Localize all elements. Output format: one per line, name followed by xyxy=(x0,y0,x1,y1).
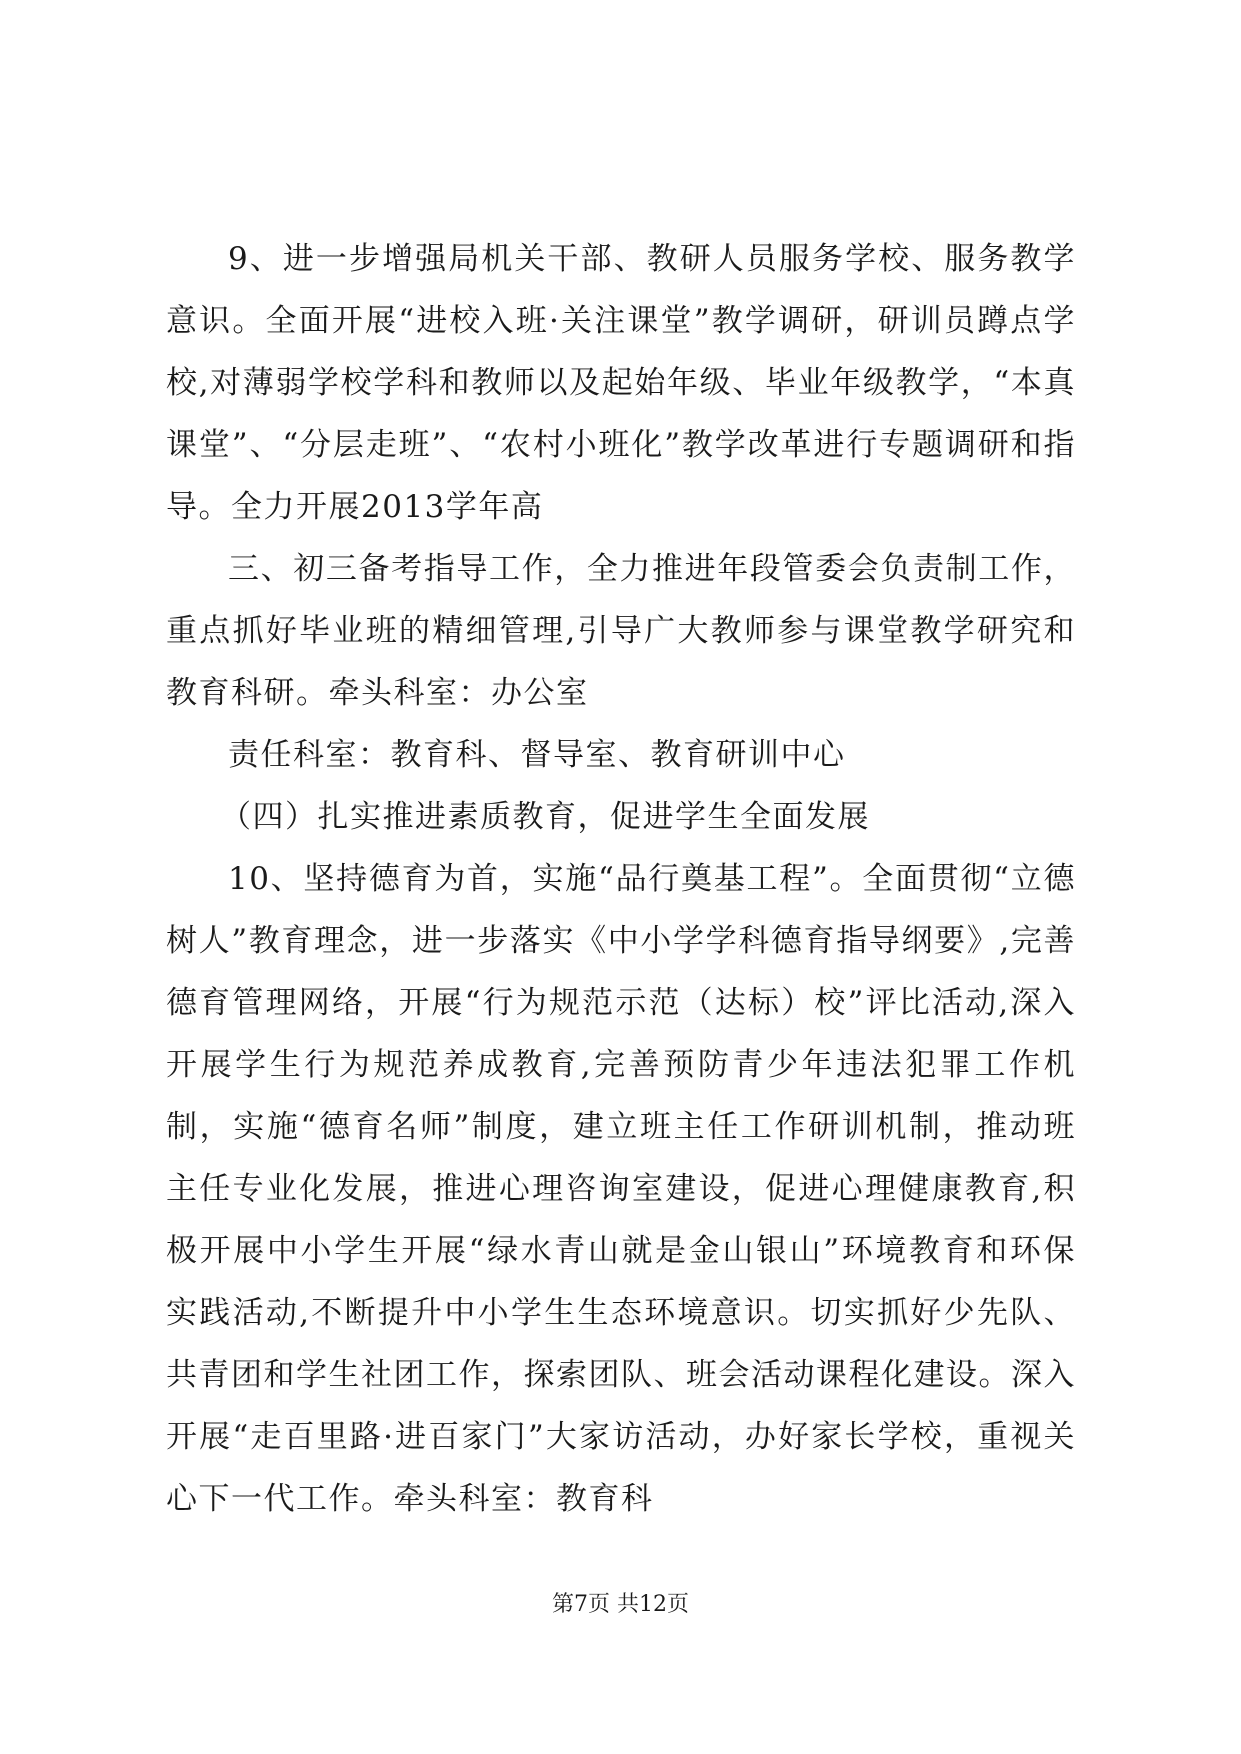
paragraph-item-10: 10、坚持德育为首，实施“品行奠基工程”。全面贯彻“立德树人”教育理念，进一步落实《中小学学科德育指导纲要》,完善德育管理网络，开展“行为规范示范（达标）校”评比活动,深入开展学生行为规范养成教育,完善预防青少年违法犯罪工作机制，实施“德育名师”制度，建立班主任工作研训机制，推动班主任专业化发展，推进心理咨询室建设，促进心理健康教育,积极开展中小学生开展“绿水青山就是金山银山”环境教育和环保实践活动,不断提升中小学生生态环境意识。切实抓好少先队、共青团和学生社团工作，探索团队、班会活动课程化建设。深入开展“走百里路·进百家门”大家访活动，办好家长学校，重视关心下一代工作。牵头科室：教育科 xyxy=(166,861,1076,1517)
section-heading-4: （四）扎实推进素质教育，促进学生全面发展 xyxy=(220,799,870,835)
paragraph-item-9: 9、进一步增强局机关干部、教研人员服务学校、服务教学意识。全面开展“进校入班·关注课堂”教学调研，研训员蹲点学校,对薄弱学校学科和教师以及起始年级、毕业年级教学，“本真课堂”、“分层走班”、“农村小班化”教学改革进行专题调研和指导。全力开展2013学年高 xyxy=(166,241,1076,525)
paragraph-responsible-offices: 责任科室：教育科、督导室、教育研训中心 xyxy=(228,737,846,773)
page-number-footer: 第7页 共12页 xyxy=(552,1592,689,1617)
paragraph-exam-guidance: 三、初三备考指导工作，全力推进年段管委会负责制工作，重点抓好毕业班的精细管理,引导广大教师参与课堂教学研究和教育科研。牵头科室：办公室 xyxy=(166,551,1076,711)
document-body xyxy=(166,228,1076,1530)
